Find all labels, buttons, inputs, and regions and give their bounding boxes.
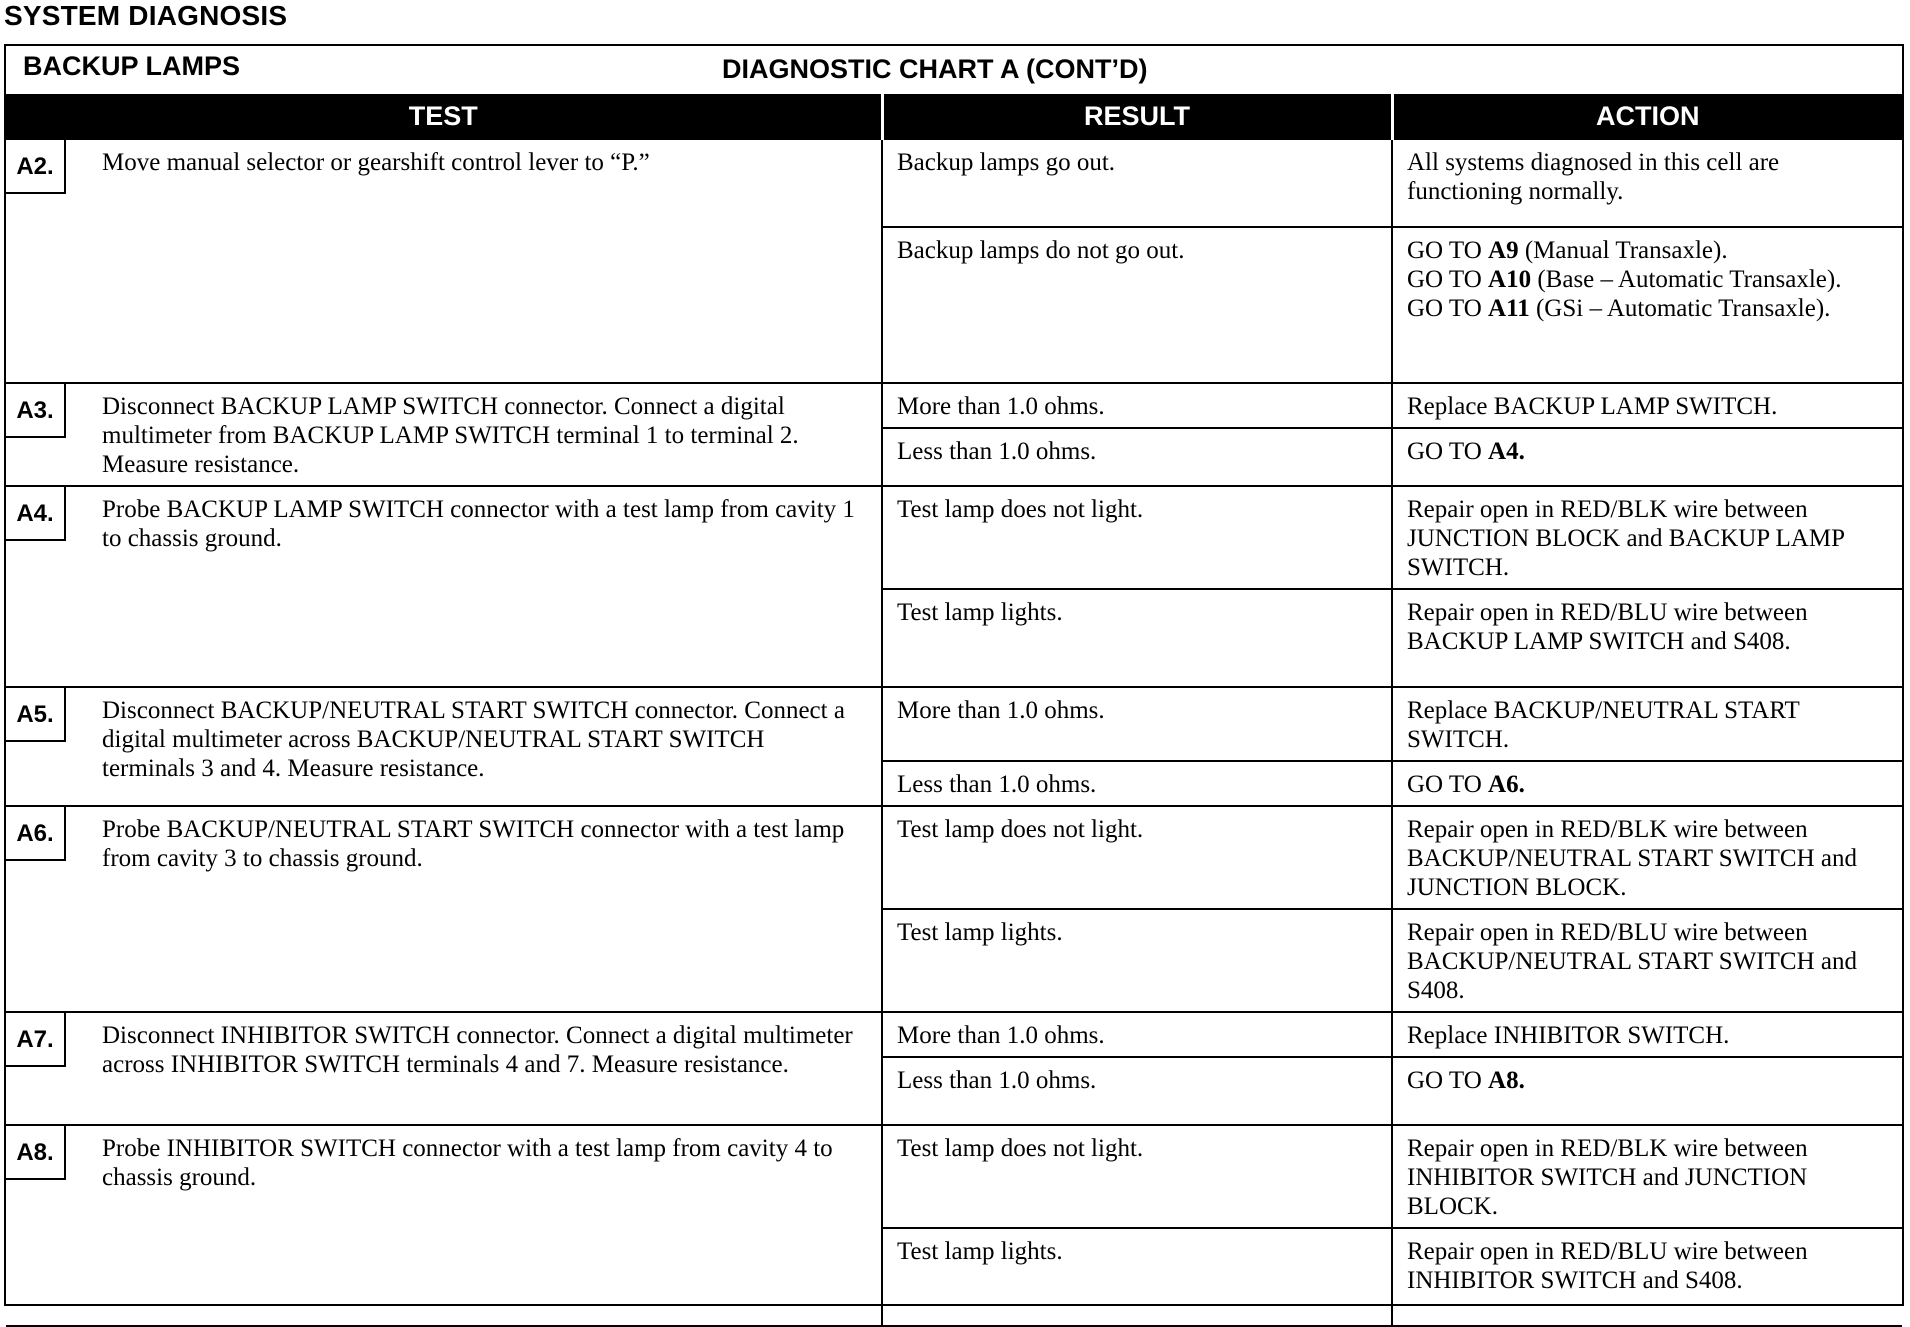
action-cell bbox=[1392, 1012, 1902, 1057]
test-instruction: Disconnect INHIBITOR SWITCH connector. Connect a digital multimeter across INHIBITOR SWITCH terminals 4 and 7. Measure resistance. bbox=[102, 1022, 853, 1078]
result-cell: Test lamp lights. bbox=[882, 909, 1392, 1012]
test-cell bbox=[6, 139, 882, 383]
step-reference[interactable]: A8. bbox=[1488, 1067, 1525, 1094]
action-cell bbox=[1392, 1057, 1902, 1125]
step-number: A6. bbox=[6, 807, 66, 861]
table-row bbox=[6, 1012, 1902, 1057]
action-text: Repair open in RED/BLU wire between INHIBITOR SWITCH and S408. bbox=[1407, 1238, 1808, 1294]
result-cell: Test lamp lights. bbox=[882, 589, 1392, 687]
action-cell bbox=[1392, 1228, 1902, 1326]
action-line bbox=[1407, 1237, 1888, 1295]
step-number: A7. bbox=[6, 1013, 66, 1067]
step-reference[interactable]: A10 bbox=[1488, 266, 1532, 293]
action-text: Repair open in RED/BLK wire between BACKUP/NEUTRAL START SWITCH and JUNCTION BLOCK. bbox=[1407, 816, 1857, 901]
action-cell bbox=[1392, 589, 1902, 687]
test-instruction: Disconnect BACKUP LAMP SWITCH connector. Connect a digital multimeter from BACKUP LAMP SWITCH terminal 1 to terminal 2. Measure resistance. bbox=[102, 393, 799, 478]
result-cell: Test lamp does not light. bbox=[882, 486, 1392, 589]
column-header-row bbox=[6, 94, 1902, 139]
test-cell bbox=[6, 687, 882, 806]
action-cell bbox=[1392, 909, 1902, 1012]
action-line bbox=[1407, 495, 1888, 582]
action-cell bbox=[1392, 806, 1902, 909]
action-line bbox=[1407, 918, 1888, 1005]
action-text: (GSi – Automatic Transaxle). bbox=[1529, 295, 1831, 322]
table-row bbox=[6, 486, 1902, 589]
action-cell bbox=[1392, 761, 1902, 806]
action-line bbox=[1407, 148, 1888, 206]
action-line bbox=[1407, 392, 1888, 421]
table-row bbox=[6, 687, 1902, 761]
action-text: GO TO bbox=[1407, 295, 1489, 322]
action-cell bbox=[1392, 486, 1902, 589]
table-row bbox=[6, 383, 1902, 428]
result-cell: Less than 1.0 ohms. bbox=[882, 1057, 1392, 1125]
action-line bbox=[1407, 598, 1888, 656]
result-cell: Test lamp lights. bbox=[882, 1228, 1392, 1326]
step-number: A4. bbox=[6, 487, 66, 541]
action-text: GO TO bbox=[1407, 237, 1489, 264]
result-cell: Less than 1.0 ohms. bbox=[882, 428, 1392, 486]
action-text: (Base – Automatic Transaxle). bbox=[1531, 266, 1842, 293]
action-cell bbox=[1392, 139, 1902, 227]
result-cell: Test lamp does not light. bbox=[882, 806, 1392, 909]
result-cell: Backup lamps do not go out. bbox=[882, 227, 1392, 383]
test-cell bbox=[6, 486, 882, 687]
table-row bbox=[6, 806, 1902, 909]
result-cell: Less than 1.0 ohms. bbox=[882, 761, 1392, 806]
test-cell bbox=[6, 383, 882, 486]
system-name: BACKUP LAMPS bbox=[23, 51, 241, 81]
action-text: Repair open in RED/BLK wire between JUNCTION BLOCK and BACKUP LAMP SWITCH. bbox=[1407, 496, 1845, 581]
table-row bbox=[6, 139, 1902, 227]
action-line bbox=[1407, 815, 1888, 902]
step-reference[interactable]: A6. bbox=[1488, 771, 1525, 798]
step-number: A8. bbox=[6, 1126, 66, 1180]
action-line bbox=[1407, 696, 1888, 754]
action-line bbox=[1407, 294, 1888, 323]
result-cell: Test lamp does not light. bbox=[882, 1125, 1392, 1228]
action-line bbox=[1407, 437, 1888, 466]
result-cell: More than 1.0 ohms. bbox=[882, 687, 1392, 761]
action-text: All systems diagnosed in this cell are functioning normally. bbox=[1407, 149, 1780, 205]
action-text: GO TO bbox=[1407, 771, 1489, 798]
column-header-result: RESULT bbox=[882, 94, 1392, 139]
action-text: Repair open in RED/BLU wire between BACKUP LAMP SWITCH and S408. bbox=[1407, 599, 1808, 655]
action-cell bbox=[1392, 1125, 1902, 1228]
test-cell bbox=[6, 1012, 882, 1125]
action-cell bbox=[1392, 383, 1902, 428]
table-row bbox=[6, 1125, 1902, 1228]
test-instruction: Move manual selector or gearshift control lever to “P.” bbox=[102, 149, 650, 176]
action-line bbox=[1407, 1021, 1888, 1050]
diagnostic-table bbox=[6, 94, 1902, 1327]
action-text: GO TO bbox=[1407, 438, 1489, 465]
section-title: SYSTEM DIAGNOSIS bbox=[4, 0, 288, 31]
step-reference[interactable]: A4. bbox=[1488, 438, 1525, 465]
action-text: Repair open in RED/BLU wire between BACKUP/NEUTRAL START SWITCH and S408. bbox=[1407, 919, 1857, 1004]
action-text: GO TO bbox=[1407, 266, 1489, 293]
action-text: Replace BACKUP/NEUTRAL START SWITCH. bbox=[1407, 697, 1800, 753]
action-cell bbox=[1392, 687, 1902, 761]
action-text: (Manual Transaxle). bbox=[1518, 237, 1728, 264]
action-line bbox=[1407, 1134, 1888, 1221]
test-instruction: Probe INHIBITOR SWITCH connector with a test lamp from cavity 4 to chassis ground. bbox=[102, 1135, 833, 1191]
column-header-action: ACTION bbox=[1392, 94, 1902, 139]
test-instruction: Disconnect BACKUP/NEUTRAL START SWITCH connector. Connect a digital multimeter across BACKUP/NEUTRAL START SWITCH terminals 3 and 4. Measure resistance. bbox=[102, 697, 845, 782]
result-cell: More than 1.0 ohms. bbox=[882, 383, 1392, 428]
test-instruction: Probe BACKUP/NEUTRAL START SWITCH connector with a test lamp from cavity 3 to chassis ground. bbox=[102, 816, 845, 872]
action-cell bbox=[1392, 227, 1902, 383]
diagnostic-chart bbox=[4, 44, 1904, 1306]
step-number: A2. bbox=[6, 140, 66, 194]
test-instruction: Probe BACKUP LAMP SWITCH connector with a test lamp from cavity 1 to chassis ground. bbox=[102, 496, 855, 552]
action-text: Repair open in RED/BLK wire between INHIBITOR SWITCH and JUNCTION BLOCK. bbox=[1407, 1135, 1808, 1220]
action-cell bbox=[1392, 428, 1902, 486]
test-cell bbox=[6, 806, 882, 1012]
action-line bbox=[1407, 236, 1888, 265]
step-number: A5. bbox=[6, 688, 66, 742]
result-cell: Backup lamps go out. bbox=[882, 139, 1392, 227]
diagnostic-steps bbox=[6, 139, 1902, 1326]
chart-header bbox=[6, 46, 1902, 94]
test-cell bbox=[6, 1125, 882, 1326]
action-text: GO TO bbox=[1407, 1067, 1489, 1094]
step-reference[interactable]: A11 bbox=[1488, 295, 1530, 322]
action-text: Replace INHIBITOR SWITCH. bbox=[1407, 1022, 1730, 1049]
step-reference[interactable]: A9 bbox=[1488, 237, 1519, 264]
action-line bbox=[1407, 770, 1888, 799]
action-text: Replace BACKUP LAMP SWITCH. bbox=[1407, 393, 1778, 420]
chart-title: DIAGNOSTIC CHART A (CONT’D) bbox=[722, 54, 1148, 84]
step-number: A3. bbox=[6, 384, 66, 438]
result-cell: More than 1.0 ohms. bbox=[882, 1012, 1392, 1057]
column-header-test: TEST bbox=[6, 94, 882, 139]
action-line bbox=[1407, 265, 1888, 294]
action-line bbox=[1407, 1066, 1888, 1095]
